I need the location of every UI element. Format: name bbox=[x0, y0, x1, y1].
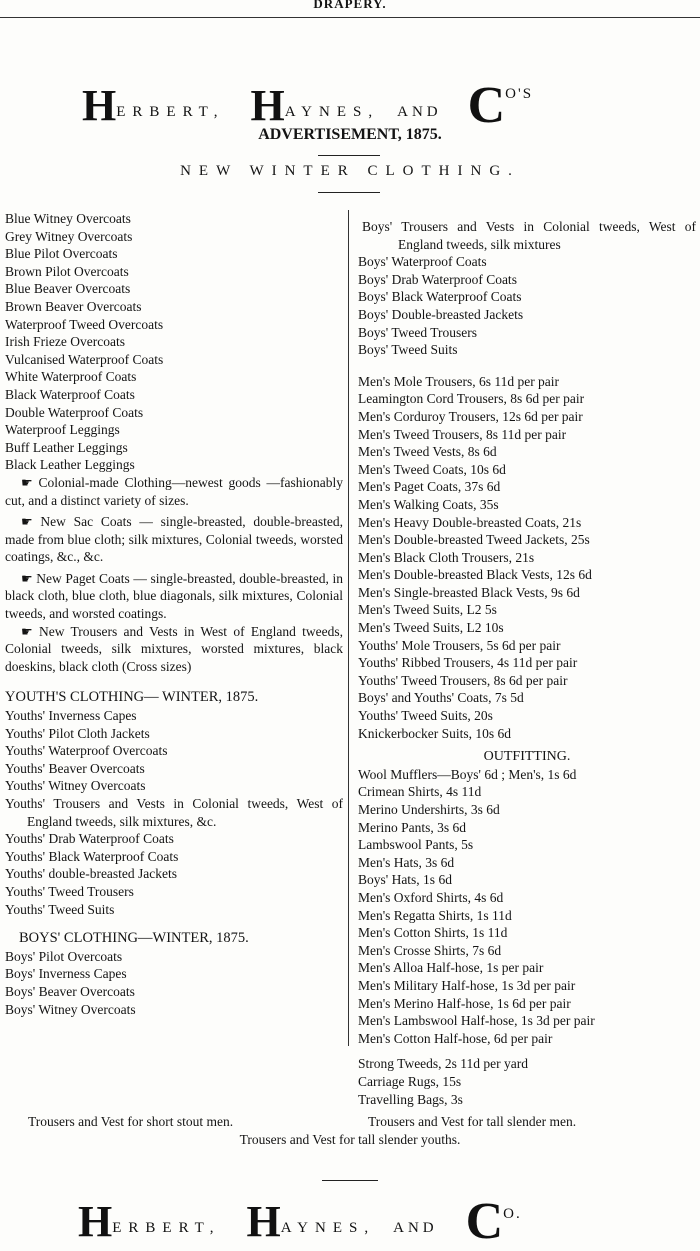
list-item: Boys' Tweed Trousers bbox=[358, 324, 478, 340]
price-item: Men's Military Half-hose, 1s 3d per pair bbox=[358, 977, 576, 993]
list-item: Boys' Pilot Overcoats bbox=[5, 948, 123, 964]
list-item: Boys' Inverness Capes bbox=[5, 966, 127, 982]
pointing-hand-icon: ☛ bbox=[21, 474, 33, 490]
firm-initial-h1: H bbox=[82, 81, 117, 130]
paragraph-text: New Sac Coats — single-breasted, double-breasted, made from blue cloth; silk mixtures, Colonial tweeds, worsted coatings, &c., &c. bbox=[5, 514, 344, 565]
list-item: Boys' Tweed Suits bbox=[358, 342, 458, 358]
overcoats-list bbox=[5, 210, 343, 474]
page-header bbox=[0, 0, 700, 26]
header-rule bbox=[0, 17, 700, 18]
firm-initial-h1: H bbox=[78, 1197, 113, 1246]
price-item: Youths' Ribbed Trousers, 4s 11d per pair bbox=[358, 655, 578, 671]
firm-initial-c: C bbox=[467, 77, 506, 134]
list-item: Waterproof Tweed Overcoats bbox=[5, 316, 164, 332]
paragraph-colonial bbox=[5, 474, 343, 509]
price-item: Boys' and Youths' Coats, 7s 5d bbox=[358, 690, 524, 706]
footer-tall-men: Trousers and Vest for tall slender men. bbox=[368, 1114, 577, 1129]
firm-initial-h2: H bbox=[250, 81, 285, 130]
list-item: Youths' Tweed Trousers bbox=[5, 883, 134, 899]
firm-word-haynes: AYNES, bbox=[284, 104, 380, 120]
price-item: Crimean Shirts, 4s 11d bbox=[358, 784, 482, 800]
divider-rule bbox=[322, 1180, 378, 1181]
list-item: Blue Pilot Overcoats bbox=[5, 246, 118, 262]
paragraph-trousers bbox=[5, 623, 343, 676]
list-item: Youths' Black Waterproof Coats bbox=[5, 848, 179, 864]
price-item: Men's Tweed Suits, L2 10s bbox=[358, 620, 504, 636]
price-item: Men's Walking Coats, 35s bbox=[358, 496, 499, 512]
price-item: Boys' Hats, 1s 6d bbox=[358, 872, 452, 888]
price-item: Lambswool Pants, 5s bbox=[358, 837, 474, 853]
price-item: Men's Lambswool Half-hose, 1s 3d per pair bbox=[358, 1013, 595, 1029]
list-item: Youths' Inverness Capes bbox=[5, 708, 137, 724]
list-item: Youths' double-breasted Jackets bbox=[5, 866, 178, 882]
list-item: Boys' Waterproof Coats bbox=[358, 254, 487, 270]
list-item: Boys' Drab Waterproof Coats bbox=[358, 271, 517, 287]
price-item: Wool Mufflers—Boys' 6d ; Men's, 1s 6d bbox=[358, 766, 577, 782]
pointing-hand-icon: ☛ bbox=[21, 570, 33, 586]
price-item: Men's Mole Trousers, 6s 11d per pair bbox=[358, 373, 560, 389]
list-item: Buff Leather Leggings bbox=[5, 439, 128, 455]
boys-right-list bbox=[358, 253, 696, 359]
price-item: Men's Tweed Suits, L2 5s bbox=[358, 602, 497, 618]
list-item: Vulcanised Waterproof Coats bbox=[5, 351, 164, 367]
price-item: Knickerbocker Suits, 10s 6d bbox=[358, 725, 511, 741]
price-item: Youths' Tweed Suits, 20s bbox=[358, 708, 493, 724]
list-item: Waterproof Leggings bbox=[5, 422, 120, 438]
column-divider bbox=[348, 210, 349, 1046]
price-item: Men's Alloa Half-hose, 1s per pair bbox=[358, 960, 544, 976]
section-header: DRAPERY. bbox=[313, 0, 387, 11]
price-item: Men's Tweed Vests, 8s 6d bbox=[358, 444, 497, 460]
outfitting-list bbox=[358, 766, 696, 1048]
paragraph-paget-coats bbox=[5, 570, 343, 623]
misc-list bbox=[358, 1055, 696, 1108]
price-item: Men's Cotton Shirts, 1s 11d bbox=[358, 925, 508, 941]
price-item: Men's Heavy Double-breasted Coats, 21s bbox=[358, 514, 582, 530]
firm-initial-c: C bbox=[465, 1193, 504, 1250]
firm-name-bottom bbox=[0, 1192, 700, 1251]
list-item: Youths' Pilot Cloth Jackets bbox=[5, 725, 150, 741]
price-item: Men's Single-breasted Black Vests, 9s 6d bbox=[358, 584, 580, 600]
price-item: Merino Pants, 3s 6d bbox=[358, 819, 466, 835]
list-item: Black Leather Leggings bbox=[5, 457, 135, 473]
price-item: Carriage Rugs, 15s bbox=[358, 1073, 462, 1089]
list-item: Black Waterproof Coats bbox=[5, 386, 135, 402]
price-item: Men's Paget Coats, 37s 6d bbox=[358, 479, 501, 495]
boys-trousers: Boys' Trousers and Vests in Colonial tweeds, West of England tweeds, silk mixtures bbox=[362, 219, 696, 252]
list-item: Grey Witney Overcoats bbox=[5, 228, 133, 244]
firm-word-herbert: ERBERT, bbox=[116, 104, 225, 120]
list-item: Double Waterproof Coats bbox=[5, 404, 144, 420]
pointing-hand-icon: ☛ bbox=[21, 514, 33, 530]
list-item: Youths' Drab Waterproof Coats bbox=[5, 831, 174, 847]
list-item: Youths' Beaver Overcoats bbox=[5, 760, 145, 776]
price-item: Men's Double-breasted Tweed Jackets, 25s bbox=[358, 532, 590, 548]
list-item: Brown Beaver Overcoats bbox=[5, 298, 142, 314]
price-item: Men's Tweed Coats, 10s 6d bbox=[358, 461, 506, 477]
divider-rule bbox=[318, 155, 380, 156]
price-item: Men's Corduroy Trousers, 12s 6d per pair bbox=[358, 408, 583, 424]
firm-word-co: O'S bbox=[505, 86, 534, 102]
paragraph-text: New Trousers and Vests in West of England tweeds, Colonial tweeds, silk mixtures, worsted mixtures, black doeskins, black cloth (Cross sizes) bbox=[5, 623, 344, 674]
price-item: Men's Crosse Shirts, 7s 6d bbox=[358, 942, 502, 958]
paragraph-text: Colonial-made Clothing—newest goods —fashionably cut, and a distinct variety of sizes. bbox=[5, 474, 343, 508]
list-item: Youths' Waterproof Overcoats bbox=[5, 743, 168, 759]
price-item: Men's Hats, 3s 6d bbox=[358, 854, 455, 870]
price-item: Merino Undershirts, 3s 6d bbox=[358, 802, 500, 817]
list-item: Irish Frieze Overcoats bbox=[5, 334, 125, 350]
price-item: Men's Cotton Half-hose, 6d per pair bbox=[358, 1030, 553, 1046]
outfitting-heading: OUTFITTING. bbox=[483, 749, 571, 765]
firm-word-haynes: AYNES, bbox=[280, 1220, 376, 1236]
youths-list-2 bbox=[5, 830, 343, 918]
list-item: Boys' Witney Overcoats bbox=[5, 1001, 136, 1017]
price-item: Men's Regatta Shirts, 1s 11d bbox=[358, 907, 512, 923]
price-item: Strong Tweeds, 2s 11d per yard bbox=[358, 1056, 529, 1072]
price-item: Youths' Mole Trousers, 5s 6d per pair bbox=[358, 637, 561, 653]
youths-trousers: Youths' Trousers and Vests in Colonial tweeds, West of England tweeds, silk mixtures, &c. bbox=[5, 796, 343, 829]
price-item: Men's Merino Half-hose, 1s 6d per pair bbox=[358, 995, 571, 1011]
advertisement-line: ADVERTISEMENT, 1875. bbox=[258, 126, 442, 143]
firm-word-and: AND bbox=[393, 1220, 438, 1236]
footer-line-2: Trousers and Vest for tall slender youths. bbox=[239, 1132, 461, 1147]
youths-list bbox=[5, 707, 343, 795]
firm-word-co: O. bbox=[503, 1206, 522, 1222]
price-item: Leamington Cord Trousers, 8s 6d per pair bbox=[358, 391, 585, 407]
paragraph-sac-coats bbox=[5, 513, 343, 566]
list-item: Boys' Black Waterproof Coats bbox=[358, 289, 522, 305]
firm-word-and: AND bbox=[397, 104, 442, 120]
list-item: Blue Witney Overcoats bbox=[5, 211, 131, 226]
boys-heading: BOYS' CLOTHING—WINTER, 1875. bbox=[19, 930, 249, 947]
divider-rule bbox=[318, 192, 380, 193]
subtitle: NEW WINTER CLOTHING. bbox=[180, 163, 520, 179]
firm-word-herbert: ERBERT, bbox=[112, 1220, 221, 1236]
price-item: Men's Oxford Shirts, 4s 6d bbox=[358, 889, 504, 905]
list-item: Blue Beaver Overcoats bbox=[5, 281, 131, 297]
price-item: Men's Black Cloth Trousers, 21s bbox=[358, 549, 535, 565]
firm-initial-h2: H bbox=[246, 1197, 281, 1246]
list-item: White Waterproof Coats bbox=[5, 369, 137, 385]
price-item: Youths' Tweed Trousers, 8s 6d per pair bbox=[358, 672, 568, 688]
boys-list bbox=[5, 948, 343, 1018]
youths-heading: YOUTH'S CLOTHING— WINTER, 1875. bbox=[5, 689, 259, 706]
paragraph-text: New Paget Coats — single-breasted, double-breasted, in black cloth, blue cloth, blue diagonals, silk mixtures, Colonial tweeds, and worsted coatings. bbox=[5, 570, 344, 622]
list-item: Brown Pilot Overcoats bbox=[5, 263, 129, 279]
pointing-hand-icon: ☛ bbox=[21, 623, 33, 639]
price-item: Men's Tweed Trousers, 8s 11d per pair bbox=[358, 426, 567, 442]
price-item: Men's Double-breasted Black Vests, 12s 6d bbox=[358, 567, 592, 583]
right-column bbox=[358, 218, 696, 1108]
left-column bbox=[5, 210, 343, 1018]
list-item: Youths' Tweed Suits bbox=[5, 901, 115, 917]
list-item: Youths' Witney Overcoats bbox=[5, 778, 146, 794]
list-item: Boys' Double-breasted Jackets bbox=[358, 306, 524, 322]
list-item: Boys' Beaver Overcoats bbox=[5, 983, 135, 999]
price-item: Travelling Bags, 3s bbox=[358, 1091, 463, 1107]
mens-price-list bbox=[358, 373, 696, 742]
footer-short-stout: Trousers and Vest for short stout men. bbox=[28, 1114, 234, 1129]
